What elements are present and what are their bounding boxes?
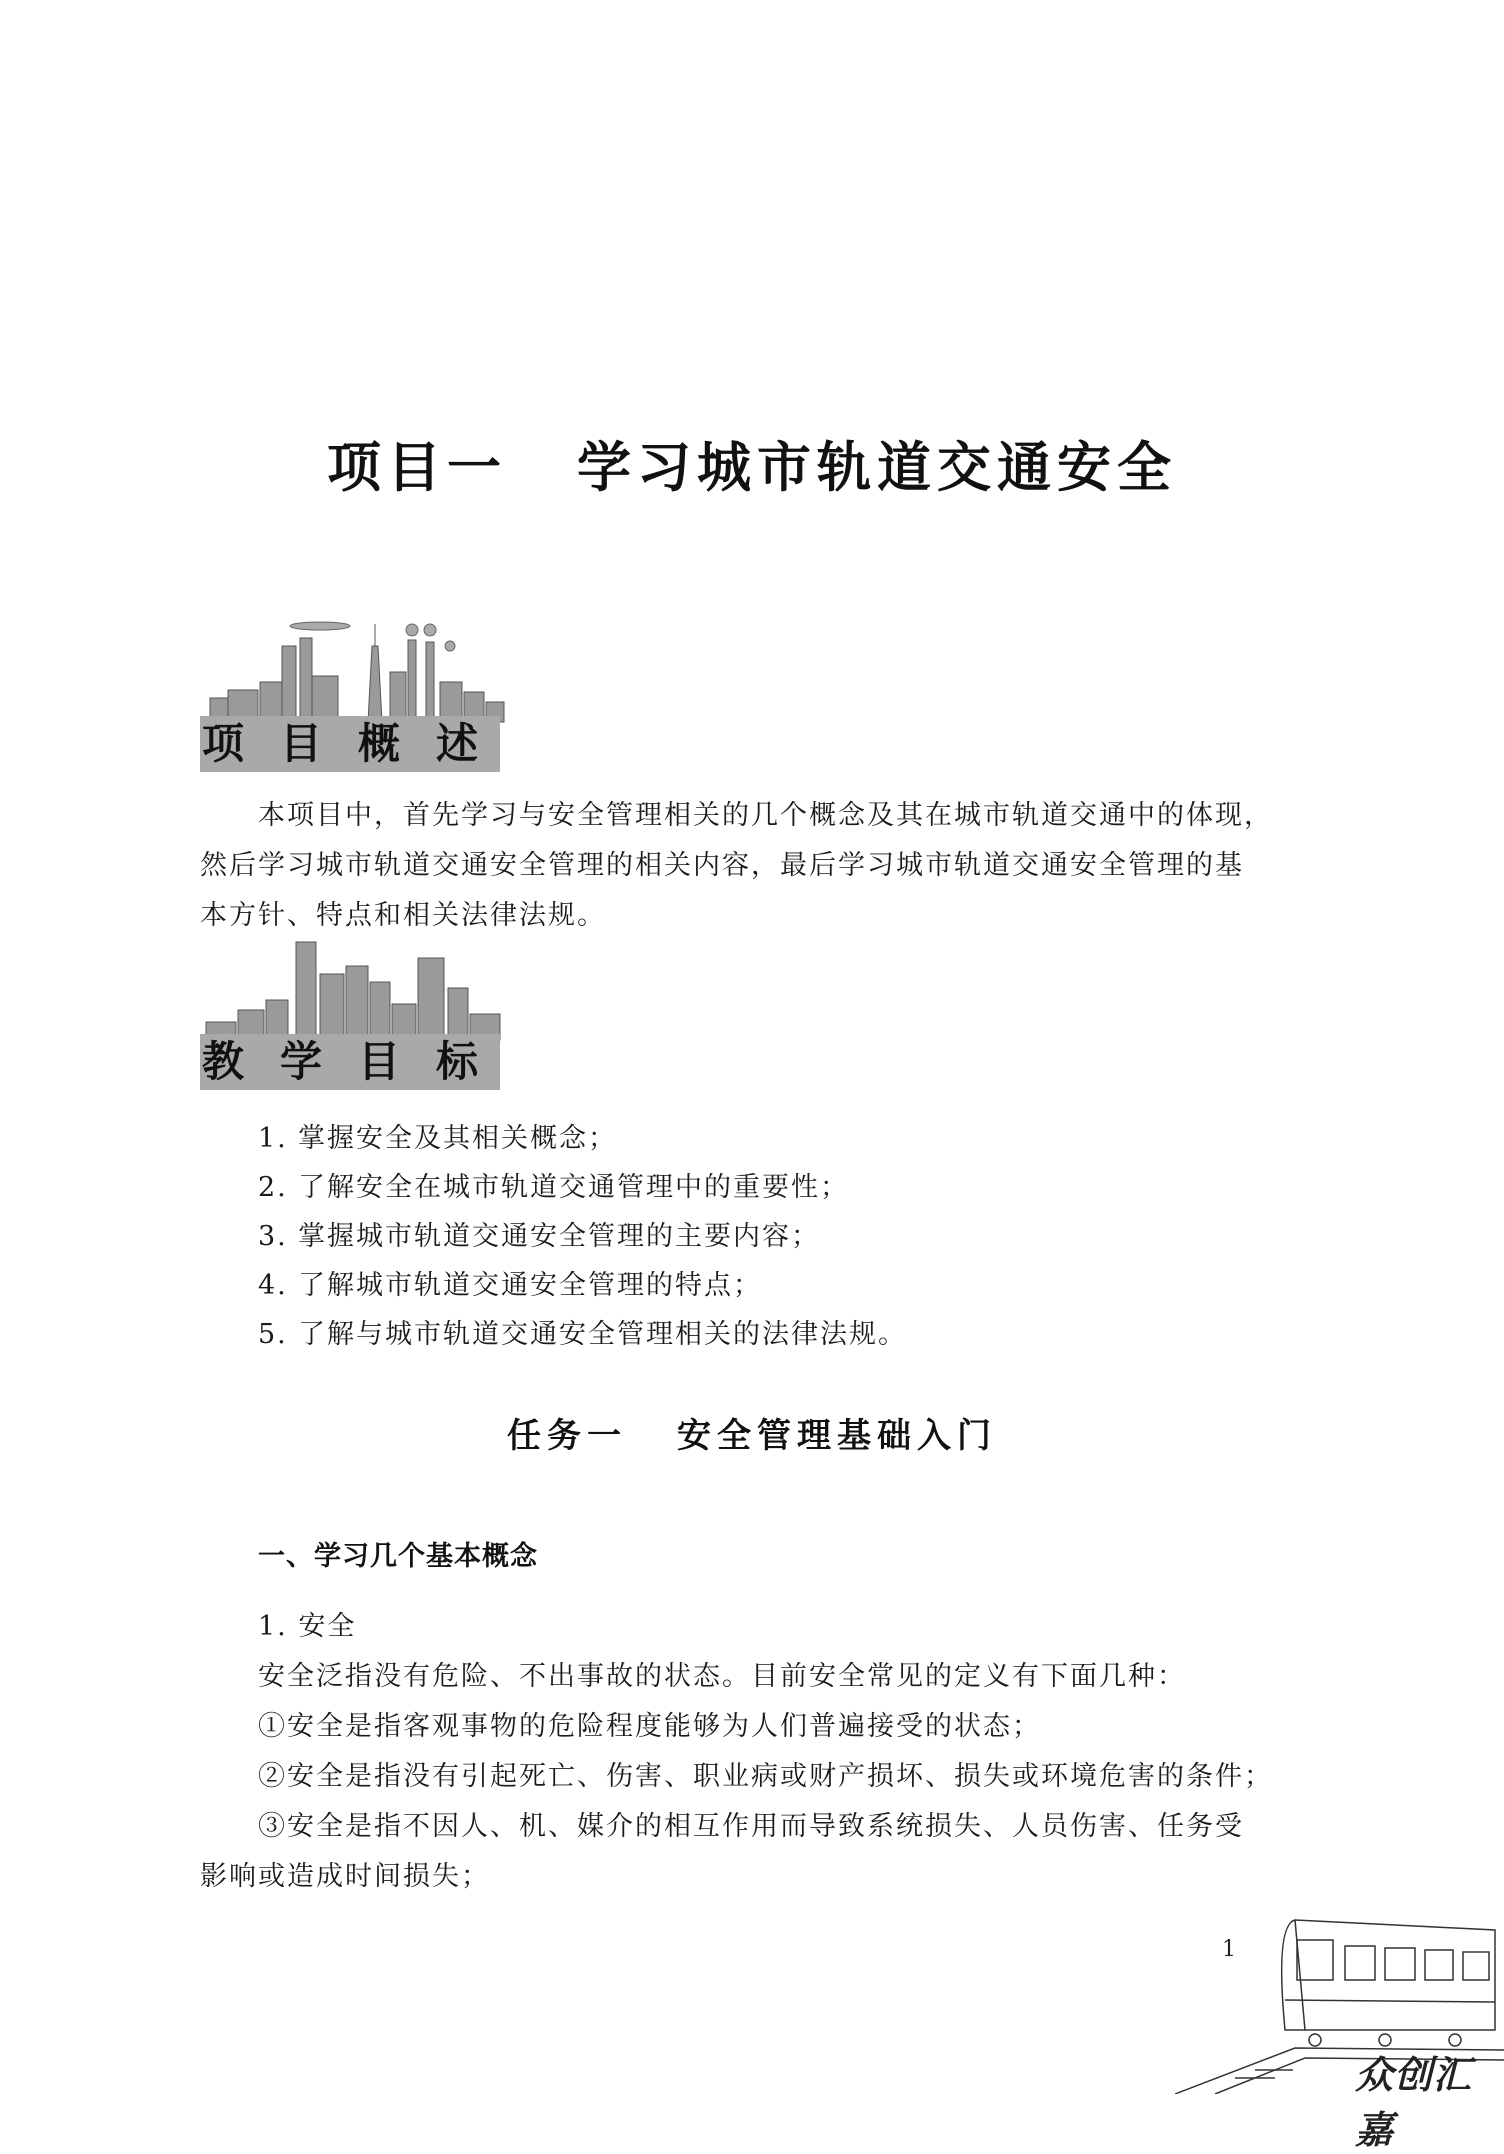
factory-skyline-icon [200, 612, 510, 732]
body-line: ①安全是指客观事物的危险程度能够为人们普遍接受的状态； [258, 1711, 1041, 1742]
list-item: 3. 掌握城市轨道交通安全管理的主要内容； [258, 1221, 820, 1252]
list-item: 5. 了解与城市轨道交通安全管理相关的法律法规。 [258, 1319, 907, 1350]
body-line: 安全泛指没有危险、不出事故的状态。目前安全常见的定义有下面几种： [258, 1661, 1186, 1692]
section-subheading: 一、学习几个基本概念 [258, 1541, 538, 1572]
objectives-heading: 教学目标 [200, 1034, 500, 1090]
body-line: 1. 安全 [258, 1611, 357, 1642]
page-number: 1 [1222, 1937, 1236, 1962]
overview-paragraph [200, 791, 1300, 941]
chapter-name: 学习城市轨道交通安全 [577, 436, 1177, 499]
chapter-title [0, 425, 1504, 502]
task-number: 任务一 [507, 1416, 627, 1456]
body-line: ②安全是指没有引起死亡、伤害、职业病或财产损坏、损失或环境危害的条件； [258, 1761, 1273, 1792]
objectives-heading-block [200, 930, 515, 1090]
city-skyline-icon [200, 930, 510, 1050]
task-title [0, 1408, 1504, 1457]
chapter-number: 项目一 [327, 436, 507, 499]
list-item: 2. 了解安全在城市轨道交通管理中的重要性； [258, 1172, 849, 1203]
body-line: 影响或造成时间损失； [200, 1861, 490, 1892]
objectives-list [258, 1114, 1258, 1359]
watermark-logo: 众创汇嘉 [1355, 2053, 1473, 2152]
overview-heading-block [200, 612, 515, 772]
body-line: ③安全是指不因人、机、媒介的相互作用而导致系统损失、人员伤害、任务受 [258, 1811, 1244, 1842]
task-name: 安全管理基础入门 [677, 1416, 997, 1456]
overview-line-2: 然后学习城市轨道交通安全管理的相关内容，最后学习城市轨道交通安全管理的基 [200, 850, 1244, 881]
list-item: 4. 了解城市轨道交通安全管理的特点； [258, 1270, 762, 1301]
section-body [200, 1602, 1300, 1902]
overview-line-1: 本项目中，首先学习与安全管理相关的几个概念及其在城市轨道交通中的体现， [258, 800, 1273, 831]
overview-heading: 项目概述 [200, 716, 500, 772]
list-item: 1. 掌握安全及其相关概念； [258, 1123, 617, 1154]
overview-line-3: 本方针、特点和相关法律法规。 [200, 900, 606, 931]
